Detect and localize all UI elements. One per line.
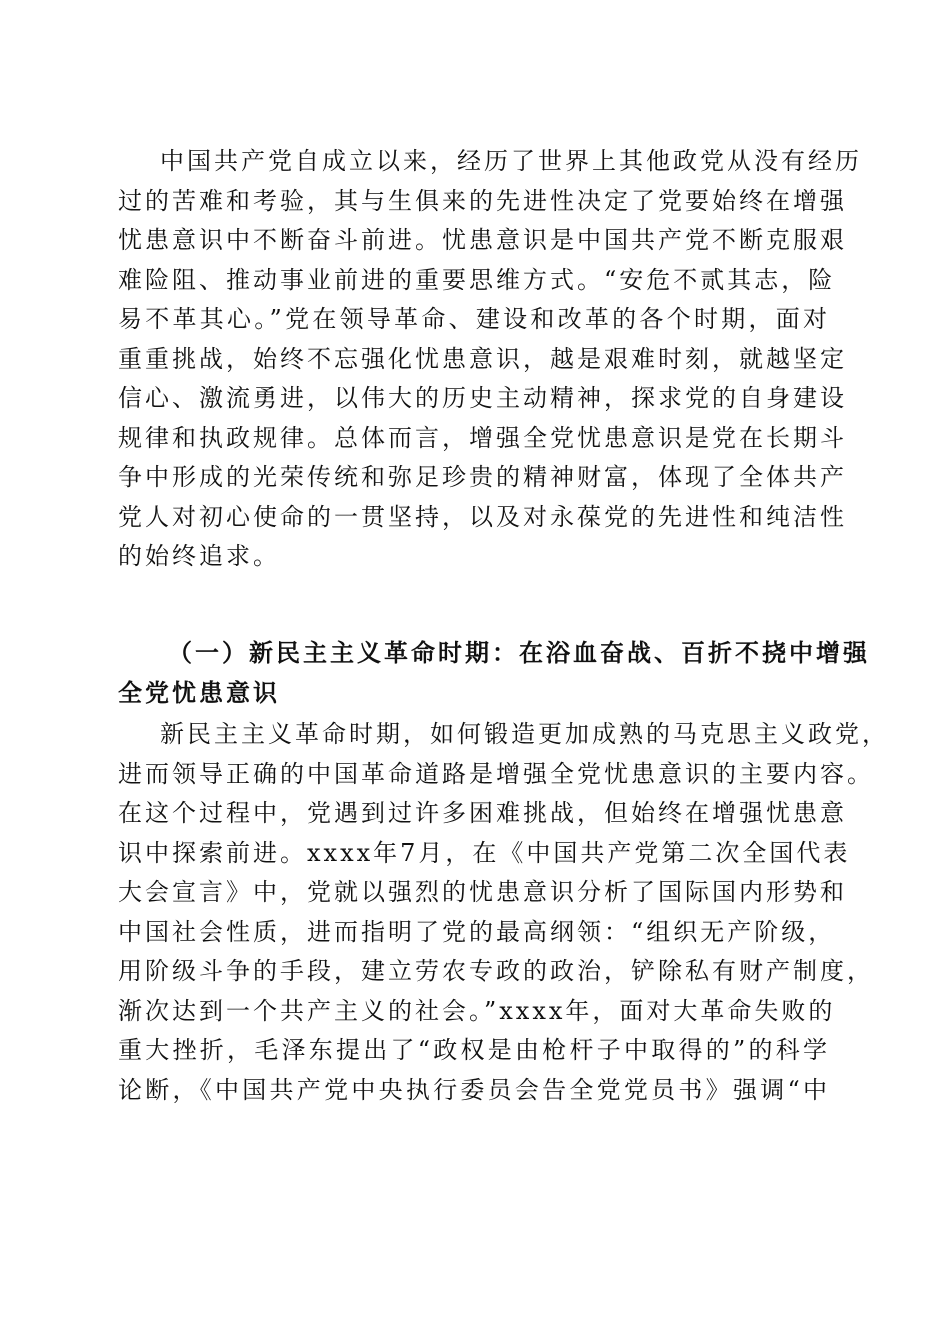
heading-line: （一）新民主主义革命时期：在浴血奋战、百折不挠中增强: [168, 638, 870, 667]
paragraph-line: 的始终追求。: [118, 542, 280, 570]
paragraph-line: 难险阻、推动事业前进的重要思维方式。“安危不贰其志，险: [118, 265, 836, 294]
paragraph-line: 大会宣言》中，党就以强烈的忧患意识分析了国际国内形势和: [118, 878, 847, 906]
paragraph-line: 重重挑战，始终不忘强化忧患意识，越是艰难时刻，就越坚定: [118, 344, 847, 373]
paragraph-line: 中国共产党自成立以来，经历了世界上其他政党从没有经历: [160, 147, 862, 175]
paragraph-line: 论断，《中国共产党中央执行委员会告全党党员书》强调“中: [118, 1075, 830, 1104]
paragraph-line: 争中形成的光荣传统和弥足珍贵的精神财富，体现了全体共产: [118, 463, 847, 491]
paragraph-line: 渐次达到一个共产主义的社会。”xxxx年，面对大革命失败的: [118, 996, 836, 1025]
paragraph-line: 信心、激流勇进，以伟大的历史主动精神，探求党的自身建设: [118, 384, 847, 412]
paragraph-line: 重大挫折，毛泽东提出了“政权是由枪杆子中取得的”的科学: [118, 1036, 830, 1064]
paragraph-line: 新民主主义革命时期，如何锻造更加成熟的马克思主义政党，: [160, 720, 889, 748]
paragraph-line: 用阶级斗争的手段，建立劳农专政的政治，铲除私有财产制度，: [118, 957, 874, 985]
paragraph-line: 在这个过程中，党遇到过许多困难挑战，但始终在增强忧患意: [118, 799, 847, 827]
paragraph-line: 识中探索前进。xxxx年7月，在《中国共产党第二次全国代表: [118, 838, 851, 867]
paragraph-line: 进而领导正确的中国革命道路是增强全党忧患意识的主要内容。: [118, 759, 874, 788]
paragraph-line: 易不革其心。”党在领导革命、建设和改革的各个时期，面对: [118, 305, 830, 333]
paragraph-line: 忧患意识中不断奋斗前进。忧患意识是中国共产党不断克服艰: [118, 226, 847, 254]
paragraph-line: 中国社会性质，进而指明了党的最高纲领：“组织无产阶级，: [118, 917, 836, 946]
heading-line: 全党忧患意识: [118, 677, 280, 707]
paragraph-line: 过的苦难和考验，其与生俱来的先进性决定了党要始终在增强: [118, 186, 847, 215]
paragraph-intro: [118, 142, 862, 577]
paragraph-line: 规律和执政规律。总体而言，增强全党忧患意识是党在长期斗: [118, 423, 847, 452]
paragraph-new-democratic-revolution: [118, 715, 889, 1110]
section-heading: [118, 633, 870, 712]
paragraph-line: 党人对初心使命的一贯坚持，以及对永葆党的先进性和纯洁性: [118, 502, 847, 531]
